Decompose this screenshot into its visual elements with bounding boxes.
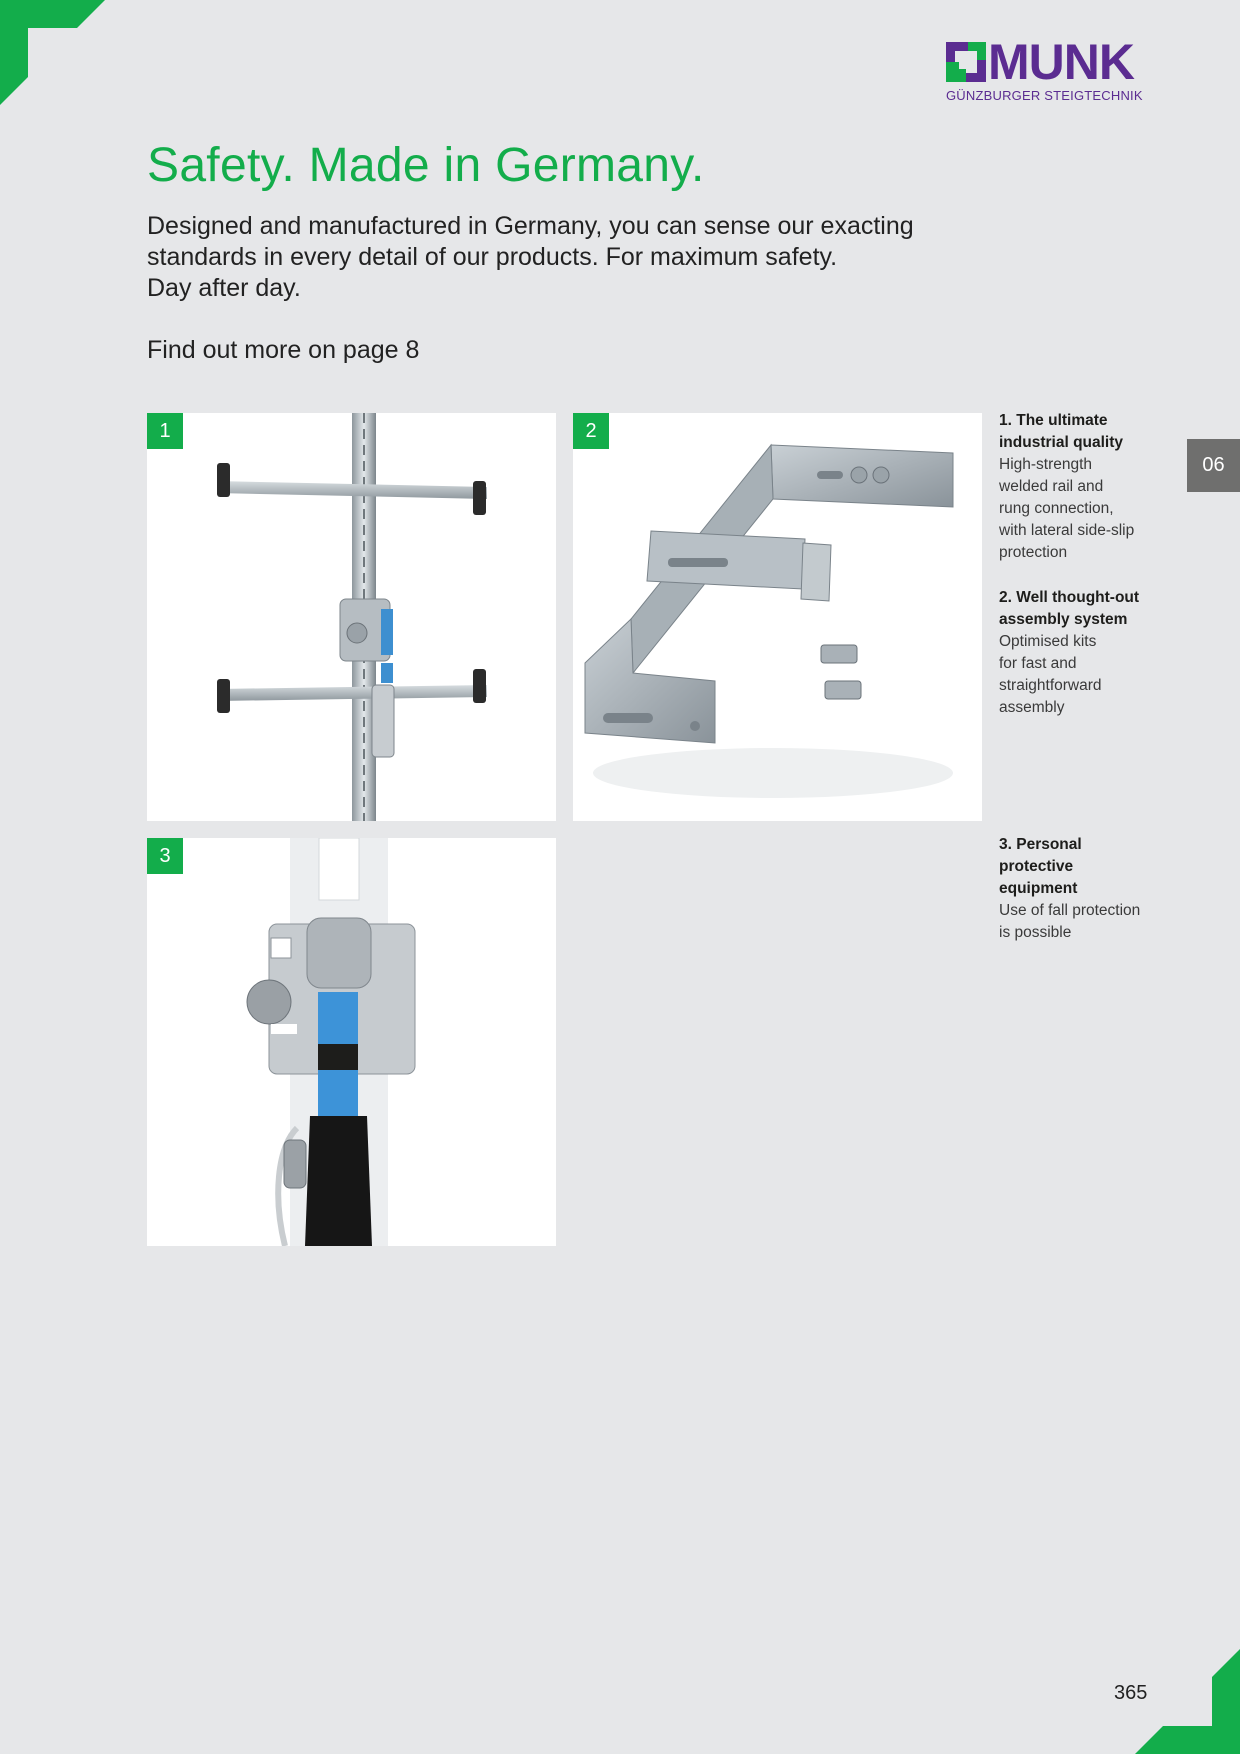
- photo-badge: 1: [147, 413, 183, 449]
- corner-decoration-top-left: [0, 0, 110, 110]
- photo-badge: 2: [573, 413, 609, 449]
- feature-description-2: [999, 587, 1159, 719]
- brand-tagline: GÜNZBURGER STEIGTECHNIK: [946, 88, 1143, 103]
- fall-arrester-illustration: [147, 838, 556, 1246]
- feature-description-3: [999, 834, 1159, 944]
- product-photo-ladder-rail: [147, 413, 556, 821]
- feature-title: 1. The ultimate industrial quality: [999, 412, 1124, 451]
- feature-description-1: [999, 410, 1159, 564]
- munk-square-logo-icon: [946, 42, 986, 82]
- feature-text: Use of fall protection is possible: [999, 902, 1141, 941]
- product-photo-wall-bracket: [573, 413, 982, 821]
- find-more-reference: Find out more on page 8: [147, 336, 420, 364]
- brand-logo: [946, 34, 1152, 103]
- product-photo-fall-arrester: [147, 838, 556, 1246]
- feature-title: 3. Personal protective equipment: [999, 836, 1082, 897]
- brand-name: MUNK: [988, 34, 1134, 90]
- ladder-rail-illustration: [147, 413, 556, 821]
- page-number: 365: [1114, 1682, 1148, 1704]
- feature-title: 2. Well thought-out assembly system: [999, 589, 1140, 628]
- page-title: Safety. Made in Germany.: [147, 139, 705, 192]
- section-tab: 06: [1187, 439, 1240, 492]
- feature-text: Optimised kits for fast and straightforward assembly: [999, 633, 1102, 716]
- wall-bracket-illustration: [573, 413, 982, 821]
- feature-text: High-strength welded rail and rung connection, with lateral side-slip protection: [999, 456, 1135, 561]
- photo-badge: 3: [147, 838, 183, 874]
- intro-paragraph: Designed and manufactured in Germany, you can sense our exacting standards in every detail of our products. For maximum safety. Day after day.: [147, 212, 914, 302]
